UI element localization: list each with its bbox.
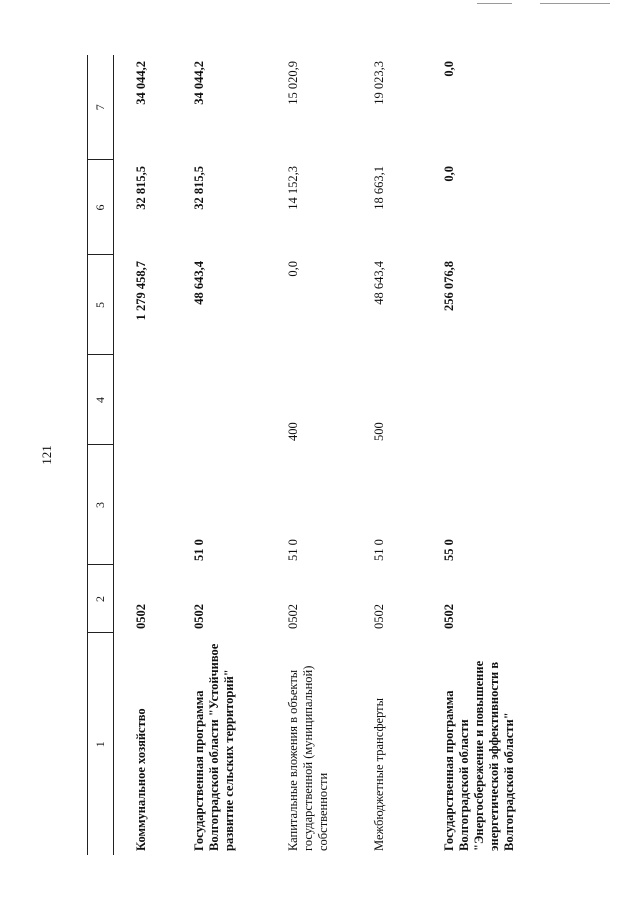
page-number-text: 121	[39, 445, 54, 465]
row-value-col5: 48 643,4	[372, 261, 386, 305]
row-value-col7: 0,0	[442, 61, 456, 77]
table-row	[172, 55, 266, 855]
row-value-col5: 48 643,4	[192, 261, 206, 305]
header-row	[88, 55, 114, 855]
row-expense-type: 400	[286, 422, 300, 441]
column-header-6: 6	[88, 160, 114, 255]
table-row	[266, 55, 352, 855]
row-expense-type	[172, 355, 266, 445]
table-row	[422, 55, 534, 855]
row-name: Коммунальное хозяйство	[134, 708, 148, 851]
scan-edge-mark	[477, 3, 512, 4]
row-expense-type	[422, 355, 534, 445]
row-section-code: 0502	[192, 604, 206, 629]
column-header-2: 2	[88, 565, 114, 633]
row-expense-type: 500	[372, 422, 386, 441]
row-name: Капитальные вложения в объекты государственной (муниципальной) собственности	[286, 665, 330, 851]
row-expense-type	[114, 355, 173, 445]
row-value-col7: 19 023,3	[372, 61, 386, 105]
row-value-col6: 14 152,3	[286, 166, 300, 210]
row-name: Государственная программа Волгоградской области "Устойчивое развитие сельских территорий"	[192, 643, 236, 851]
row-name: Государственная программа Волгоградской области "Энергосбережение и повышение энергетической эффективности в Волгоградской области"	[442, 660, 516, 851]
column-header-7: 7	[88, 55, 114, 160]
row-name: Межбюджетные трансферты	[372, 697, 386, 851]
table-row	[114, 55, 173, 855]
row-value-col7: 15 020,9	[286, 61, 300, 105]
row-target-code	[114, 445, 173, 565]
column-header-5: 5	[88, 255, 114, 355]
scan-edge-mark	[540, 3, 610, 4]
row-value-col5: 1 279 458,7	[134, 261, 148, 321]
row-value-col6: 32 815,5	[192, 166, 206, 210]
row-value-col6: 32 815,5	[134, 166, 148, 210]
row-target-code: 51 0	[192, 539, 206, 561]
row-section-code: 0502	[372, 604, 386, 629]
row-value-col7: 34 044,2	[192, 61, 206, 105]
rotated-table-container	[87, 55, 516, 855]
row-target-code: 55 0	[442, 539, 456, 561]
row-value-col5: 256 076,8	[442, 261, 456, 311]
row-value-col6: 18 663,1	[372, 166, 386, 210]
row-value-col7: 34 044,2	[134, 61, 148, 105]
row-value-col6: 0,0	[442, 166, 456, 182]
row-value-col5: 0,0	[286, 261, 300, 277]
row-target-code: 51 0	[372, 539, 386, 561]
column-header-3: 3	[88, 445, 114, 565]
column-header-1: 1	[88, 633, 114, 855]
row-target-code: 51 0	[286, 539, 300, 561]
budget-table	[87, 55, 534, 855]
row-section-code: 0502	[134, 604, 148, 629]
table-row	[352, 55, 422, 855]
row-section-code: 0502	[442, 604, 456, 629]
row-section-code: 0502	[286, 604, 300, 629]
column-header-4: 4	[88, 355, 114, 445]
